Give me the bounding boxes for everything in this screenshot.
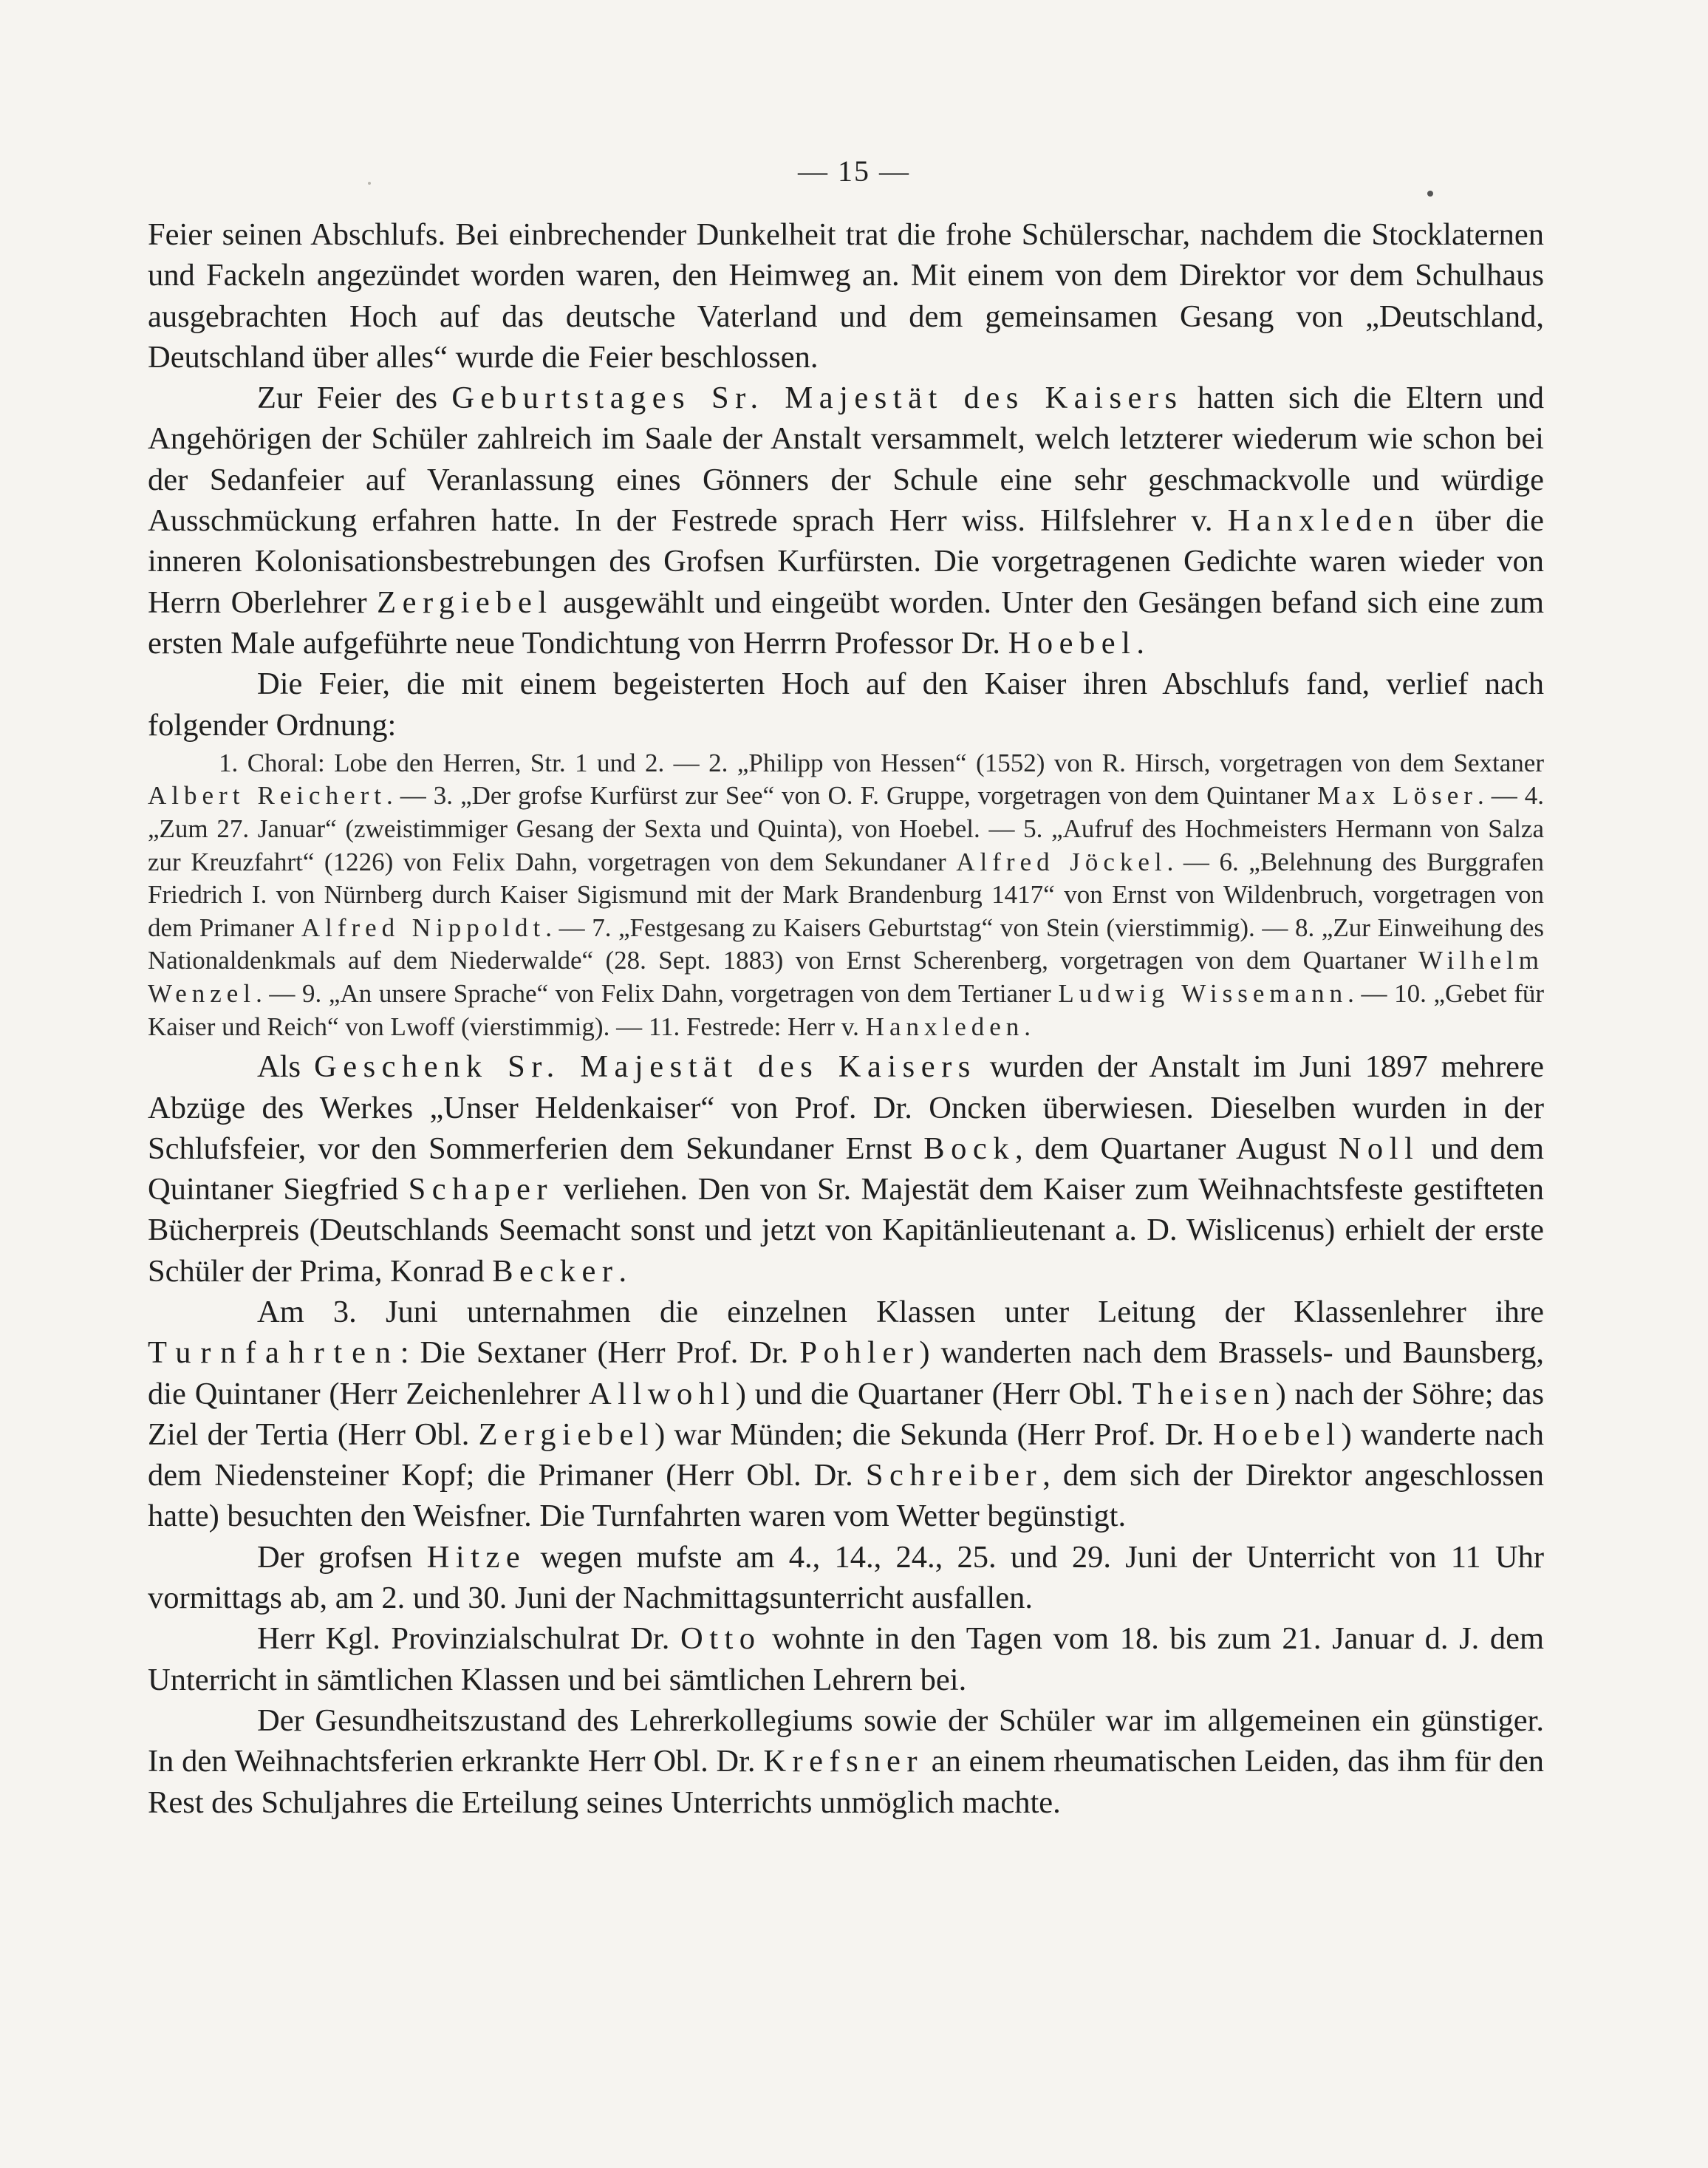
program-segment: . [1024,1012,1031,1041]
text-segment: , dem sich der Direktor angeschlossen hatte) besuchten den Weisfner. Die Turnfahrten waren vom Wetter begünstigt. [148,1458,1545,1534]
name-noll: Noll [1338,1131,1420,1166]
program-segment: . — 6. „Belehnung des Burggrafen Friedrich I. von Nürnberg durch Kaiser Sigismund mit der Mark Brandenburg 1417“ von Ernst von Wildenbruch, vorgetragen von dem Primaner [148,847,1545,942]
name-schreiber: Schreiber [865,1458,1043,1493]
name-wilhelm-wenzel: Wilhelm Wenzel [148,946,1545,1009]
text-segment: Zur Feier des [257,381,437,416]
text-segment: Herr Kgl. Provinzialschulrat Dr. [257,1621,670,1657]
name-max-loeser: Max Löser [1317,781,1478,811]
paragraph-heat [148,1537,1544,1619]
paragraph-gift [148,1046,1544,1292]
ink-dot [1427,191,1433,197]
program-list [148,747,1544,1043]
text-segment: ) und die Quartaner (Herr Obl. [735,1376,1124,1411]
emphasis-hitze: Hitze [426,1539,527,1575]
name-zergiebel: Zergiebel [377,584,553,620]
name-alfred-nippoldt: Alfred Nippoldt [301,913,546,942]
text-segment: und dem Quintaner Siegfried [148,1131,1545,1207]
text-segment: ) war Münden; die Sekunda (Herr Prof. Dr. [655,1417,1204,1452]
name-becker: Becker [492,1253,619,1289]
text-segment: verliehen. Den von Sr. Majestät dem Kaiser zum Weihnachtsfeste gestifteten Bücherpreis (Deutschlands Seemacht sonst und jetzt von Kapitänlieutenant a. D. Wislicenus) erhielt der erste Schüler der Prima, Konrad [148,1172,1544,1289]
program-segment: . — 7. „Festgesang zu Kaisers Geburtstag“ von Stein (vierstimmig). — 8. „Zur Einweihung des Nationaldenkmals auf dem Niederwalde“ (28. Sept. 1883) von Ernst Scherenberg, vorgetragen von dem Quartaner [148,913,1545,975]
text-segment: wohnte in den Tagen vom 18. bis zum 21. Januar d. J. dem Unterricht in sämtlichen Klassen und bei sämtlichen Lehrern bei. [148,1621,1545,1697]
text-segment: ) nach der Söhre; das Ziel der Tertia (Herr Obl. [148,1376,1544,1452]
program-segment: . — 10. „Gebet für Kaiser und Reich“ von Lwoff (vierstimmig). — 11. Festrede: Herr v. [148,979,1545,1041]
program-segment: 1. Choral: Lobe den Herren, Str. 1 und 2. — 2. „Philipp von Hessen“ (1552) von R. Hirsch, vorgetragen von dem Sextaner [219,748,1544,777]
text-segment: Am 3. Juni unternahmen die einzelnen Klassen unter Leitung der Klassenlehrer ihre [257,1294,1544,1329]
name-bock: Bock [923,1131,1015,1166]
name-theisen: Theisen [1132,1376,1276,1411]
program-segment: . — 4. „Zum 27. Januar“ (zweistimmiger Gesang der Sexta und Quinta), von Hoebel. — 5. „Aufruf des Hochmeisters Hermann von Salza zur Kreuzfahrt“ (1226) von Felix Dahn, vorgetragen von dem Sekundaner [148,781,1545,876]
text-segment: Als [257,1049,301,1085]
paragraph-health [148,1700,1544,1823]
text-segment: Der Gesundheitszustand des Lehrerkollegiums sowie der Schüler war im allgemeinen ein günstiger. In den Weihnachtsferien erkrankte Herr Obl. Dr. [148,1702,1544,1779]
name-alfred-joeckel: Alfred Jöckel [956,847,1167,876]
paragraph-excursions [148,1292,1544,1537]
name-albert-reichert: Albert Reichert [148,781,386,811]
text-segment: an einem rheumatischen Leiden, das ihm für den Rest des Schuljahres die Erteilung seines Unterrichts unmöglich machte. [148,1744,1545,1820]
text-segment: : Die Sextaner (Herr Prof. Dr. [400,1335,789,1371]
text-segment: . [618,1253,627,1289]
emphasis-geburtstages: Geburtstages Sr. Majestät des Kaisers [451,381,1183,416]
name-allwohl: Allwohl [588,1376,736,1411]
name-zergiebel: Zergiebel [478,1417,655,1452]
name-hoebel: Hoebel [1212,1417,1342,1452]
text-segment: ) wanderten nach dem Brassels- und Baunsberg, die Quintaner (Herr Zeichenlehrer [148,1335,1544,1411]
emphasis-turnfahrten: Turnfahrten [148,1335,400,1371]
name-otto: Otto [680,1621,762,1657]
name-ludwig-wissemann: Ludwig Wissemann [1058,979,1348,1009]
name-schaper: Schaper [408,1172,553,1207]
text-segment: ausgewählt und eingeübt worden. Unter den Gesängen befand sich eine zum ersten Male aufgeführte neue Tondichtung von Herrrn Professor Dr. [148,584,1545,661]
name-hoebel: Hoebel [1008,625,1137,661]
program-segment: . — 9. „An unsere Sprache“ von Felix Dahn, vorgetragen von dem Tertianer [256,979,1051,1009]
name-pohler: Pohler [799,1335,920,1371]
text-segment: . [1136,625,1145,661]
text-segment: über die inneren Kolonisationsbestrebungen des Grofsen Kurfürsten. Die vorgetragenen Gedichte waren wieder von Herrn Oberlehrer [148,503,1544,620]
text-segment: , dem Quartaner August [1014,1131,1327,1166]
page-number: — 15 — [798,154,910,188]
paragraph-birthday [148,378,1544,664]
text-segment: ) wanderte nach dem Niedensteiner Kopf; die Primaner (Herr Obl. Dr. [148,1417,1545,1493]
text-segment: wegen mufste am 4., 14., 24., 25. und 29. Juni der Unterricht von 11 Uhr vormittags ab, am 2. und 30. Juni der Nachmittagsunterricht ausfallen. [148,1539,1544,1616]
name-krefsner: Krefsner [763,1744,923,1779]
text-segment: wurden der Anstalt im Juni 1897 mehrere Abzüge des Werkes „Unser Heldenkaiser“ von Prof. Dr. Oncken überwiesen. Dieselben wurden in der Schlufsfeier, vor den Sommerferien dem Sekundaner Ernst [148,1049,1544,1166]
paragraph-order: Die Feier, die mit einem begeisterten Hoch auf den Kaiser ihren Abschlufs fand, verlief nach folgender Ordnung: [148,667,1544,743]
text-segment: hatten sich die Eltern und Angehörigen der Schüler zahlreich im Saale der Anstalt versammelt, welch letzterer wiederum wie schon bei der Sedanfeier auf Veranlassung eines Gönners der Schule eine sehr geschmackvolle und würdige Ausschmückung erfahren hatte. In der Festrede sprach Herr wiss. Hilfslehrer v. [148,381,1544,539]
emphasis-geschenk: Geschenk Sr. Majestät des Kaisers [314,1049,977,1085]
program-segment: . — 3. „Der grofse Kurfürst zur See“ von O. F. Gruppe, vorgetragen von dem Quintaner [386,781,1311,811]
paragraph-inspection [148,1618,1544,1700]
name-hanxleden: Hanxleden [865,1012,1025,1041]
text-segment: Der grofsen [257,1539,413,1575]
paragraph-1: Feier seinen Abschlufs. Bei einbrechender Dunkelheit trat die frohe Schülerschar, nachdem die Stocklaternen und Fackeln angezündet worden waren, den Heimweg an. Mit einem von dem Direktor vor dem Schulhaus ausgebrachten Hoch auf das deutsche Vaterland und dem gemeinsamen Gesang von „Deutschland, Deutschland über alles“ wurde die Feier beschlossen. [148,217,1544,375]
body-text [148,214,1544,1823]
name-hanxleden: Hanxleden [1227,503,1421,539]
